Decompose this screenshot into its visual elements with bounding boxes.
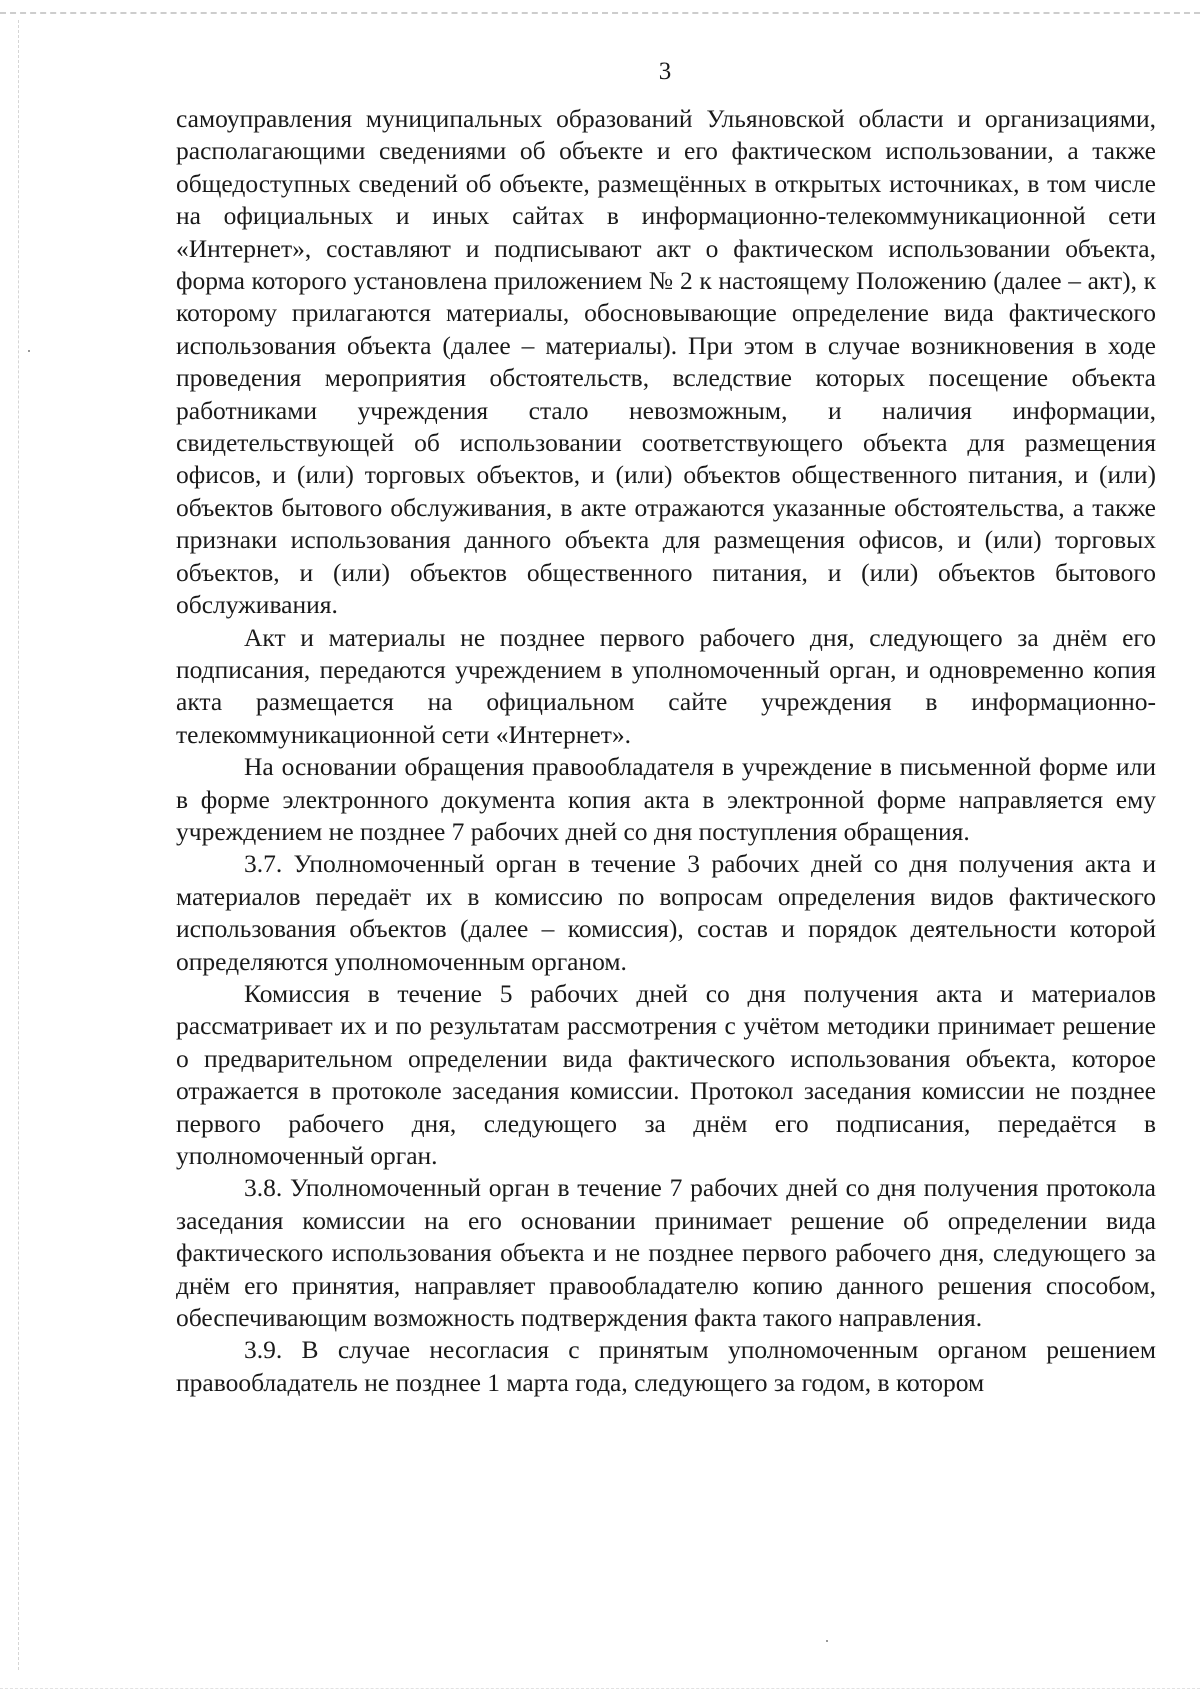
paragraph-copy-request: На основании обращения правообладателя в учреждение в письменной форме или в форме электронного документа копия акта в электронной форме направляется ему учреждением не позднее 7 рабочих дней со дня поступления обращения.	[176, 752, 1156, 846]
scan-speck	[28, 350, 30, 352]
scan-speck	[826, 1640, 828, 1642]
document-body	[176, 103, 1156, 1399]
paragraph-clause-3-8: 3.8. Уполномоченный орган в течение 7 рабочих дней со дня получения протокола заседания комиссии на его основании принимает решение об определении вида фактического использования объекта и не позднее первого рабочего дня, следующего за днём его принятия, направляет правообладателю копию данного решения способом, обеспечивающим возможность подтверждения факта такого направления.	[176, 1173, 1156, 1333]
scan-edge-top	[0, 12, 1200, 18]
paragraph-commission-review: Комиссия в течение 5 рабочих дней со дня получения акта и материалов рассматривает их и по результатам рассмотрения с учётом методики принимает решение о предварительном определении вида фактического использования объекта, которое отражается в протоколе заседания комиссии. Протокол заседания комиссии не позднее первого рабочего дня, следующего за днём его подписания, передаётся в уполномоченный орган.	[176, 978, 1156, 1170]
scan-edge-bottom	[0, 1688, 1200, 1691]
paragraph-clause-3-7: 3.7. Уполномоченный орган в течение 3 рабочих дней со дня получения акта и материалов передаёт их в комиссию по вопросам определения видов фактического использования объектов (далее – комиссия), состав и порядок деятельности которой определяются уполномоченным органом.	[176, 849, 1156, 976]
page-number: 3	[658, 58, 672, 85]
paragraph-clause-3-9: 3.9. В случае несогласия с принятым уполномоченным органом решением правообладатель не позднее 1 марта года, следующего за годом, в котором	[176, 1335, 1156, 1397]
scan-edge-left	[18, 20, 21, 1670]
paragraph-continuation: самоуправления муниципальных образований Ульяновской области и организациями, располагающими сведениями об объекте и его фактическом использовании, а также общедоступных сведений об объекте, размещённых в открытых источниках, в том числе на официальных и иных сайтах в информационно-телекоммуникационной сети «Интернет», составляют и подписывают акт о фактическом использовании объекта, форма которого установлена приложением № 2 к настоящему Положению (далее – акт), к которому прилагаются материалы, обосновывающие определение вида фактического использования объекта (далее – материалы). При этом в случае возникновения в ходе проведения мероприятия обстоятельств, вследствие которых посещение объекта работниками учреждения стало невозможным, и наличия информации, свидетельствующей об использовании соответствующего объекта для размещения офисов, и (или) торговых объектов, и (или) объектов общественного питания, и (или) объектов бытового обслуживания, в акте отражаются указанные обстоятельства, а также признаки использования данного объекта для размещения офисов, и (или) торговых объектов, и (или) объектов общественного питания, и (или) объектов бытового обслуживания.	[176, 104, 1156, 620]
paragraph-act-transfer: Акт и материалы не позднее первого рабочего дня, следующего за днём его подписания, передаются учреждением в уполномоченный орган, и одновременно копия акта размещается на официальном сайте учреждения в информационно-телекоммуникационной сети «Интернет».	[176, 622, 1156, 749]
